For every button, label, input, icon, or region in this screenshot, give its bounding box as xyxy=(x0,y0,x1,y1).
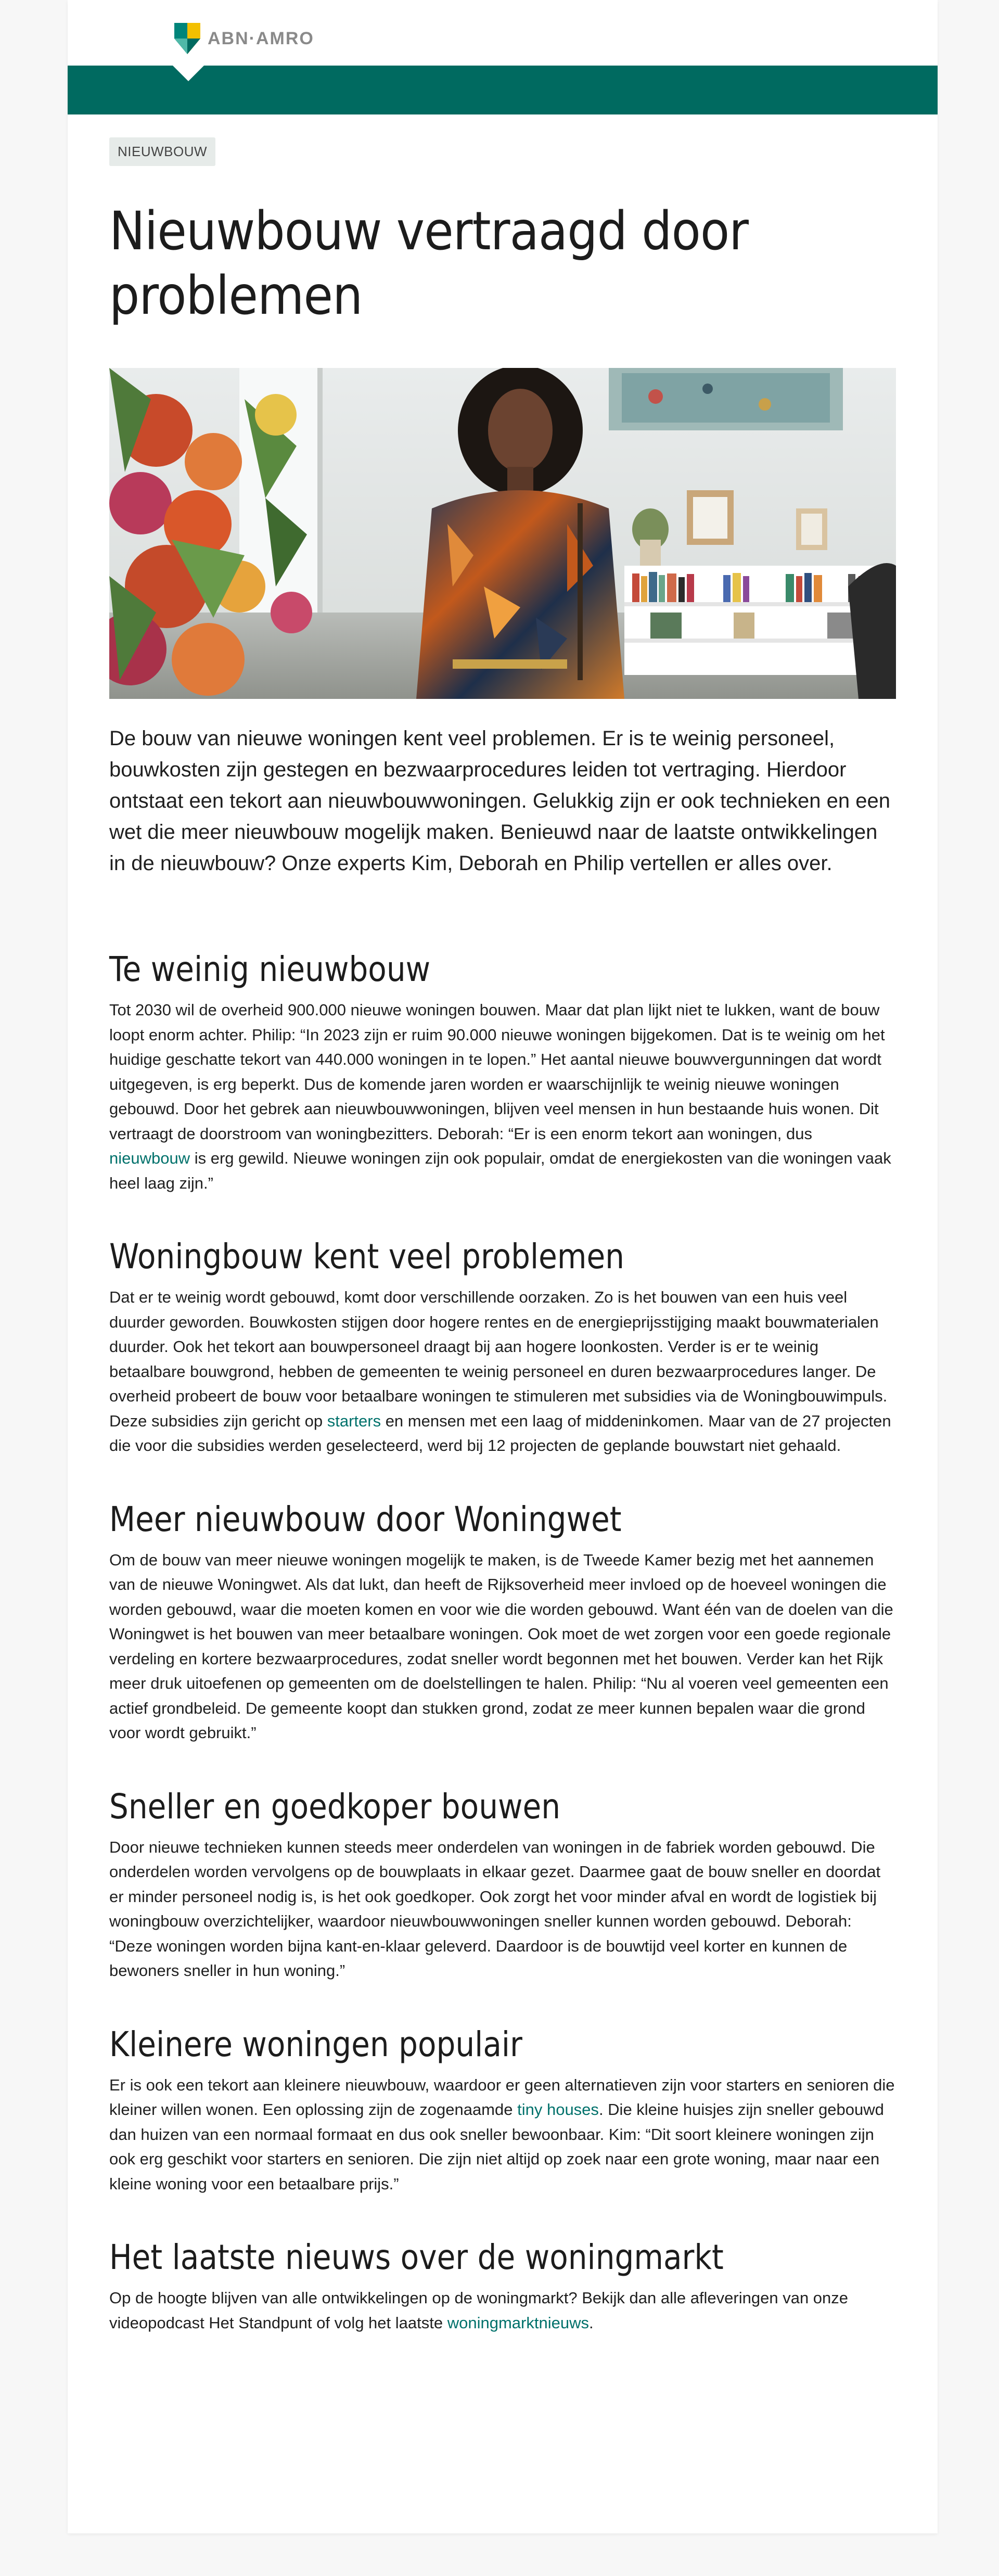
section-heading: Kleinere woningen populair xyxy=(109,2024,522,2064)
article-title: Nieuwbouw vertraagd door problemen xyxy=(109,200,749,327)
section-heading: Sneller en goedkoper bouwen xyxy=(109,1786,561,1827)
section-text: Dat er te weinig wordt gebouwd, komt door verschillende oorzaken. Zo is het bouwen van een huis veel duurder geworden. Bouwkosten stijgen door hogere rentes en de energieprijsstijging maakt bouwmaterialen duurder. Ook het tekort aan bouwpersoneel draagt bij aan hogere loonkosten. Verder is er te weinig betaalbare bouwgrond, hebben de gemeenten te weinig personeel en duren bezwaarprocedures langer. De overheid probeert de bouw voor betaalbare woningen te stimuleren met subsidies via de Woningbouwimpuls. Deze subsidies zijn gericht op xyxy=(109,1288,888,1430)
section-text: is erg gewild. Nieuwe woningen zijn ook populair, omdat de energiekosten van die woningen vaak heel laag zijn.” xyxy=(109,1149,891,1192)
brand-logo[interactable] xyxy=(174,23,314,54)
article-intro: De bouw van nieuwe woningen kent veel problemen. Er is te weinig personeel, bouwkosten zijn gestegen en bezwaarprocedures leiden tot vertraging. Hierdoor ontstaat een tekort aan nieuwbouwwoningen. Gelukkig zijn er ook technieken en een wet die meer nieuwbouw mogelijk maken. Benieuwd naar de laatste ontwikkelingen in de nieuwbouw? Onze experts Kim, Deborah en Philip vertellen er alles over. xyxy=(109,727,890,875)
section-text: Er is ook een tekort aan kleinere nieuwbouw, waardoor er geen alternatieven zijn voor starters en senioren die kleiner willen wonen. Een oplossing zijn de zogenaamde xyxy=(109,2075,895,2119)
article xyxy=(109,137,896,2335)
link-woningmarktnieuws[interactable]: woningmarktnieuws xyxy=(447,2313,589,2332)
section-body xyxy=(109,1285,896,1458)
header-notch xyxy=(173,66,204,81)
section-text: . Die kleine huisjes zijn sneller gebouwd dan huizen van een normaal formaat en dus ook sneller bewoonbaar. Kim: “Dit soort kleinere woningen zijn ook erg geschikt voor starters en senioren. Die zijn niet altijd op zoek naar een grote woning, maar naar een kleine woning voor een betaalbare prijs.” xyxy=(109,2100,884,2193)
section-text: Tot 2030 wil de overheid 900.000 nieuwe woningen bouwen. Maar dat plan lijkt niet te lukken, want de bouw loopt enorm achter. Philip: “In 2023 zijn er ruim 90.000 nieuwe woningen bijgekomen. Dat is te weinig om het huidige geschatte tekort van 440.000 woningen in te lopen.” Het aantal nieuwe bouwvergunningen dat wordt uitgegeven, is erg beperkt. Dus de komende jaren worden er waarschijnlijk te weinig nieuwe woningen gebouwd. Door het gebrek aan nieuwbouwwoningen, blijven veel mensen in hun bestaande huis wonen. Dit vertraagt de doorstroom van woningbezitters. Deborah: “Er is een enorm tekort aan woningen, dus xyxy=(109,1001,885,1143)
category-tag[interactable]: NIEUWBOUW xyxy=(109,137,215,166)
section-body xyxy=(109,2073,896,2197)
site-header xyxy=(68,0,938,66)
section-body xyxy=(109,2286,896,2335)
section-woningwet xyxy=(109,1499,896,1745)
section-kleinere-woningen xyxy=(109,2024,896,2197)
section-text: . xyxy=(588,2313,594,2332)
section-heading: Woningbouw kent veel problemen xyxy=(109,1236,624,1277)
link-tiny-houses[interactable]: tiny houses xyxy=(517,2100,599,2119)
section-text: en mensen met een laag of middeninkomen. Maar van de 27 projecten die voor die subsidies werden geselecteerd, werd bij 12 projecten de geplande bouwstart niet gehaald. xyxy=(109,1411,891,1455)
section-text: Op de hoogte blijven van alle ontwikkelingen op de woningmarkt? Bekijk dan alle afleveringen van onze videopodcast Het Standpunt of volg het laatste xyxy=(109,2289,849,2332)
section-sneller-bouwen xyxy=(109,1786,896,1983)
section-heading: Het laatste nieuws over de woningmarkt xyxy=(109,2237,724,2277)
section-woningbouw-problemen xyxy=(109,1236,896,1458)
page-container xyxy=(68,0,938,2533)
section-body: Om de bouw van meer nieuwe woningen mogelijk te maken, is de Tweede Kamer bezig met het aannemen van de nieuwe Woningwet. Als dat lukt, dan heeft de Rijksoverheid meer invloed op de hoeveel woningen die worden gebouwd, waar die moeten komen en voor wie die worden gebouwd. Want één van de doelen van die Woningwet is het bouwen van meer betaalbare woningen. Ook moet de wet zorgen voor een goede regionale verdeling en kortere bezwaarprocedures, zodat sneller wordt begonnen met het bouwen. Verder kan het Rijk meer druk uitoefenen op gemeenten om de doelstellingen te halen. Philip: “Nu al voeren veel gemeenten een actief grondbeleid. De gemeente koopt dan stukken grond, zodat ze meer kunnen bepalen waar die grond voor wordt gebruikt.” xyxy=(109,1550,893,1742)
section-heading: Meer nieuwbouw door Woningwet xyxy=(109,1499,622,1539)
section-heading: Te weinig nieuwbouw xyxy=(109,949,431,989)
link-nieuwbouw[interactable]: nieuwbouw xyxy=(109,1149,190,1167)
abn-amro-shield-icon xyxy=(174,23,200,54)
link-starters[interactable]: starters xyxy=(327,1411,381,1430)
hero-photo-icon xyxy=(109,368,896,699)
brand-name: ABN·AMRO xyxy=(208,29,314,48)
section-te-weinig-nieuwbouw xyxy=(109,949,896,1195)
section-body xyxy=(109,998,896,1195)
section-body: Door nieuwe technieken kunnen steeds meer onderdelen van woningen in de fabriek worden gebouwd. Die onderdelen worden vervolgens op de bouwplaats in elkaar gezet. Daarmee gaat de bouw sneller en doordat er minder personeel nodig is, is het ook goedkoper. Ook zorgt het voor minder afval en wordt de logistiek bij woningbouw overzichtelijker, waardoor nieuwbouwwoningen sneller kunnen worden gebouwd. Deborah: “Deze woningen worden bijna kant-en-klaar geleverd. Daardoor is de bouwtijd veel korter en kunnen de bewoners sneller in hun woning.” xyxy=(109,1838,881,1980)
section-laatste-nieuws xyxy=(109,2237,896,2335)
